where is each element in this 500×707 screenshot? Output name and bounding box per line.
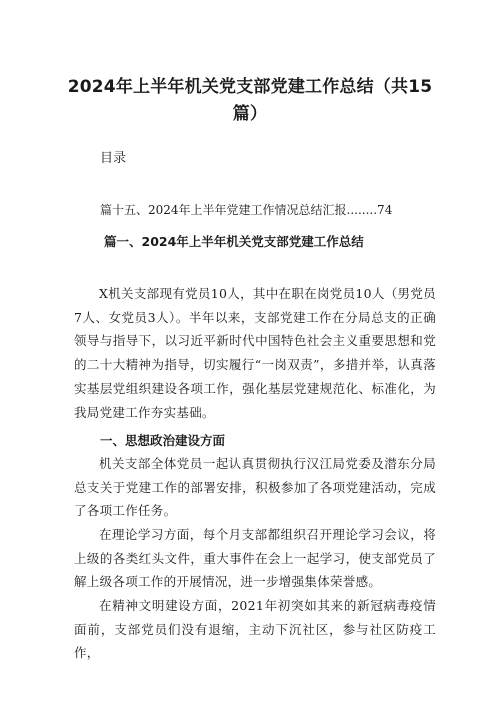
- section-title: 篇一、2024年上半年机关党支部党建工作总结: [104, 234, 364, 249]
- body-paragraph: 机关支部全体党员一起认真贯彻执行汉江局党委及潜东分局总支关于党建工作的部署安排，积极参加了各项党建活动，完成了各项工作任务。: [74, 456, 436, 519]
- subheading-political-construction: 一、思想政治建设方面: [100, 433, 226, 448]
- toc-entry[interactable]: 篇十五、2024年上半年党建工作情况总结汇报........74: [100, 203, 393, 217]
- toc-heading: 目录: [100, 151, 127, 166]
- intro-paragraph: X机关支部现有党员10人，其中在职在岗党员10人（男党员7人、女党员3人）。半年以来，支部党建工作在分局总支的正确领导与指导下，以习近平新时代中国特色社会主义重要思想和党的二十大精神为指导，切实履行“一岗双责”，多措并举，认真落实基层党组织建设各项工作，强化基层党建规范化、标准化，为我局党建工作夯实基础。: [74, 286, 436, 420]
- body-paragraph: 在精神文明建设方面，2021年初突如其来的新冠病毒疫情面前，支部党员们没有退缩，主动下沉社区，参与社区防疫工作，: [74, 598, 436, 661]
- body-paragraph: 在理论学习方面，每个月支部都组织召开理论学习会议，将上级的各类红头文件，重大事件在会上一起学习，使支部党员了解上级各项工作的开展情况，进一步增强集体荣誉感。: [74, 527, 436, 590]
- document-title: 2024年上半年机关党支部党建工作总结（共15篇）: [67, 77, 433, 124]
